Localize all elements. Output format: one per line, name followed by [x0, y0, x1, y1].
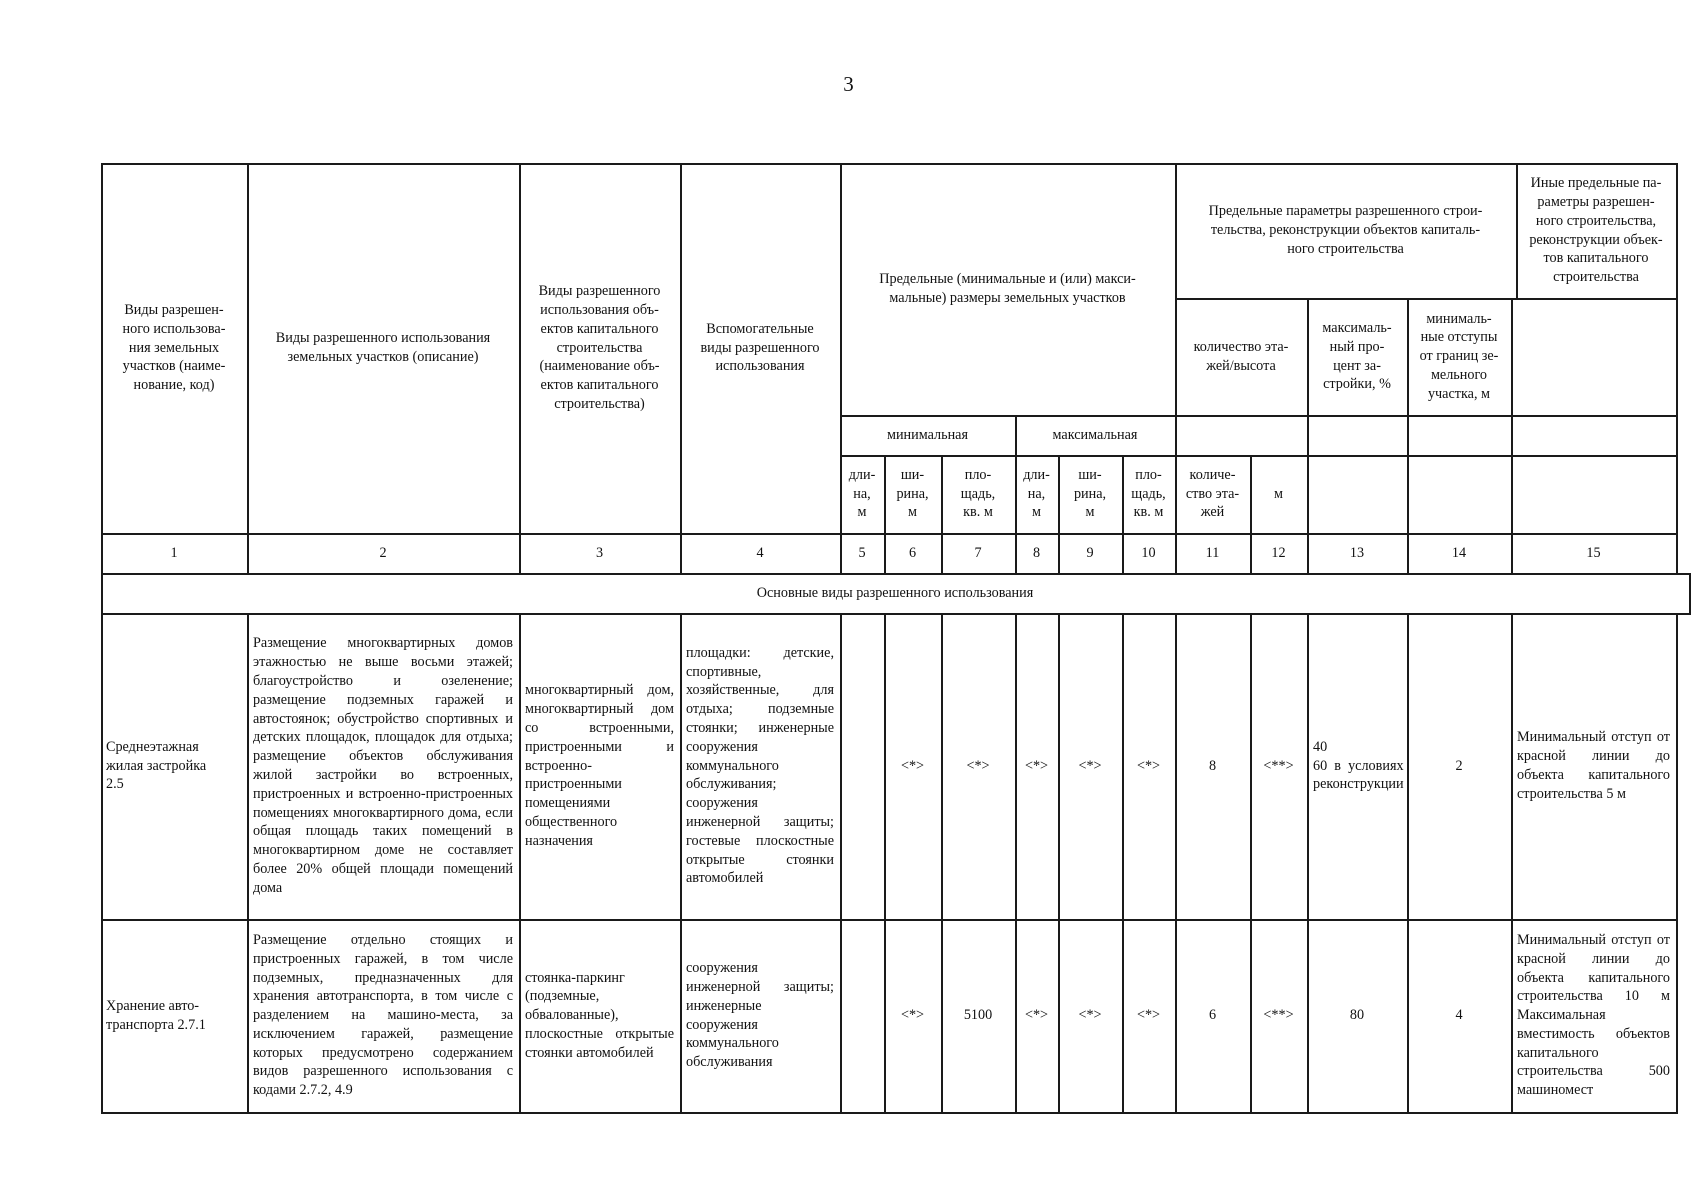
row2-auxiliary: сооружения инженерной защиты; инженерные сооружения коммунального обслуживания	[686, 960, 834, 1071]
header-max-area: пло- щадь, кв. м	[1131, 466, 1166, 521]
row1-other-params: Минимальный отступ от красной линии до объекта капитального строительства 5 м	[1517, 729, 1670, 802]
header-min-width: ши- рина, м	[896, 466, 929, 521]
row2-max-width: <*>	[1078, 1007, 1102, 1024]
header-other-params: Иные предельные па- раметры разрешен- ного строительства, реконструкции объек- тов капитального строительства	[1529, 175, 1663, 286]
row2-setback: 4	[1455, 1007, 1463, 1024]
header-construction-params: Предельные параметры разрешенного строи- тельства, реконструкции объектов капиталь- ного строительства	[1208, 203, 1483, 257]
column-number-6: 6	[908, 544, 917, 561]
header-col4-auxiliary-uses: Вспомогательные виды разрешенного использования	[700, 320, 820, 375]
row2-land-use-name: Хранение авто- транспорта 2.7.1	[106, 997, 206, 1033]
header-maximal: максимальная	[1052, 426, 1138, 443]
grid-vline-42	[1676, 163, 1678, 575]
row2-description: Размещение отдельно стоящих и пристроенных гаражей, в том числе подземных, предназначенных для хранения автотранспорта, в том числе с разделением на машино-места, за исключением гаражей, размещение которых предусмотрено содержанием видов разрешенного использования с кодами 2.7.2, 4.9	[253, 931, 513, 1099]
row1-land-use-name: Среднеэтажная жилая застройка 2.5	[106, 738, 207, 793]
row2-min-width: <*>	[900, 1007, 925, 1024]
section-title: Основные виды разрешенного использования	[756, 584, 1034, 601]
grid-hline-10	[101, 1112, 1678, 1114]
column-number-9: 9	[1086, 544, 1094, 561]
row1-min-width: <*>	[900, 757, 925, 774]
column-number-1: 1	[170, 544, 178, 561]
row2-capital-objects: стоянка-паркинг (подземные, обвалованные), плоскостные открытые стоянки автомобилей	[525, 969, 674, 1061]
row1-auxiliary: площадки: детские, спортивные, хозяйственные, для отдыха; подземные стоянки; инженерные сооружения коммунального обслуживания; сооружения инженерной защиты; гостевые плоскостные открытые стоянки автомобилей	[686, 644, 834, 887]
header-height-meters: м	[1274, 485, 1283, 502]
row1-setback: 2	[1455, 757, 1463, 774]
grid-vline-44	[1689, 573, 1691, 615]
row1-min-length	[840, 613, 884, 919]
column-number-15: 15	[1586, 544, 1601, 561]
row2-max-length: <*>	[1024, 1007, 1049, 1024]
row2-min-length	[840, 919, 884, 1112]
row1-height: <**>	[1263, 757, 1294, 774]
row1-max-area: <*>	[1136, 757, 1161, 774]
row1-max-width: <*>	[1078, 757, 1102, 774]
row1-max-length: <*>	[1024, 757, 1049, 774]
column-number-4: 4	[756, 544, 764, 561]
row1-description: Размещение многоквартирных домов этажностью не выше восьми этажей; благоустройство и озеленение; размещение подземных гаражей и автостоянок; обустройство спортивных и детских площадок, площадок для отдыха; размещение объектов обслуживания жилой застройки во встроенных, пристроенных и встроенно-пристроенных помещениях многоквартирного дома, если общая площадь таких помещений в многоквартирном доме не составляет более 20% общей площади помещений дома	[253, 635, 513, 896]
column-number-2: 2	[379, 544, 387, 561]
header-minimal: минимальная	[886, 426, 969, 443]
row2-max-percent: 80	[1349, 1007, 1365, 1024]
row1-min-area: <*>	[966, 757, 990, 774]
row2-floors: 6	[1208, 1007, 1217, 1024]
header-min-area: пло- щадь, кв. м	[960, 466, 996, 521]
column-number-10: 10	[1141, 544, 1156, 561]
row2-height: <**>	[1263, 1007, 1294, 1024]
header-max-length: дли- на, м	[1023, 466, 1050, 521]
header-col2-land-use-description: Виды разрешенного использования земельных участков (описание)	[275, 330, 491, 365]
column-number-7: 7	[974, 544, 982, 561]
row1-capital-objects: многоквартирный дом, многоквартирный дом со встроенными, пристроенными и встроенно-пристроенными помещениями общественного назначения	[525, 682, 674, 849]
column-number-3: 3	[595, 544, 604, 561]
grid-hline-3	[1516, 298, 1678, 300]
column-number-11: 11	[1205, 544, 1220, 561]
row2-other-params: Минимальный отступ от красной линии до объекта капитального строительства 10 м Максимальная вместимость объектов капитального строительства 500 машиномест	[1517, 931, 1670, 1099]
header-col1-land-use-name: Виды разрешен- ного использова- ния земельных участков (наиме- нование, код)	[122, 302, 226, 394]
header-col3-capital-objects: Виды разрешенного использования объ- ектов капитального строительства (наименование объ- ектов капитального строительства)	[538, 283, 661, 412]
grid-vline-43	[1676, 613, 1678, 1114]
header-max-width: ши- рина, м	[1073, 466, 1107, 521]
row1-max-percent: 40 60 в условиях реконструкции	[1313, 738, 1404, 793]
page-number: 3	[843, 72, 854, 96]
column-number-14: 14	[1451, 544, 1467, 561]
row2-min-area: 5100	[963, 1007, 993, 1024]
column-number-13: 13	[1349, 544, 1365, 561]
row1-floors: 8	[1208, 757, 1217, 774]
header-plot-sizes: Предельные (минимальные и (или) макси- мальные) размеры земельных участков	[879, 271, 1136, 306]
column-number-12: 12	[1271, 544, 1286, 561]
column-number-8: 8	[1032, 544, 1041, 561]
header-max-percent: максималь- ный про- цент за- стройки, %	[1322, 319, 1392, 393]
column-number-5: 5	[858, 544, 866, 561]
header-min-setback: минималь- ные отступы от границ зе- мельного участка, м	[1419, 310, 1499, 402]
header-floors-height: количество эта- жей/высота	[1193, 338, 1289, 374]
header-floor-count: количе- ство эта- жей	[1185, 466, 1240, 521]
row2-max-area: <*>	[1136, 1007, 1161, 1024]
header-min-length: дли- на, м	[848, 466, 876, 521]
